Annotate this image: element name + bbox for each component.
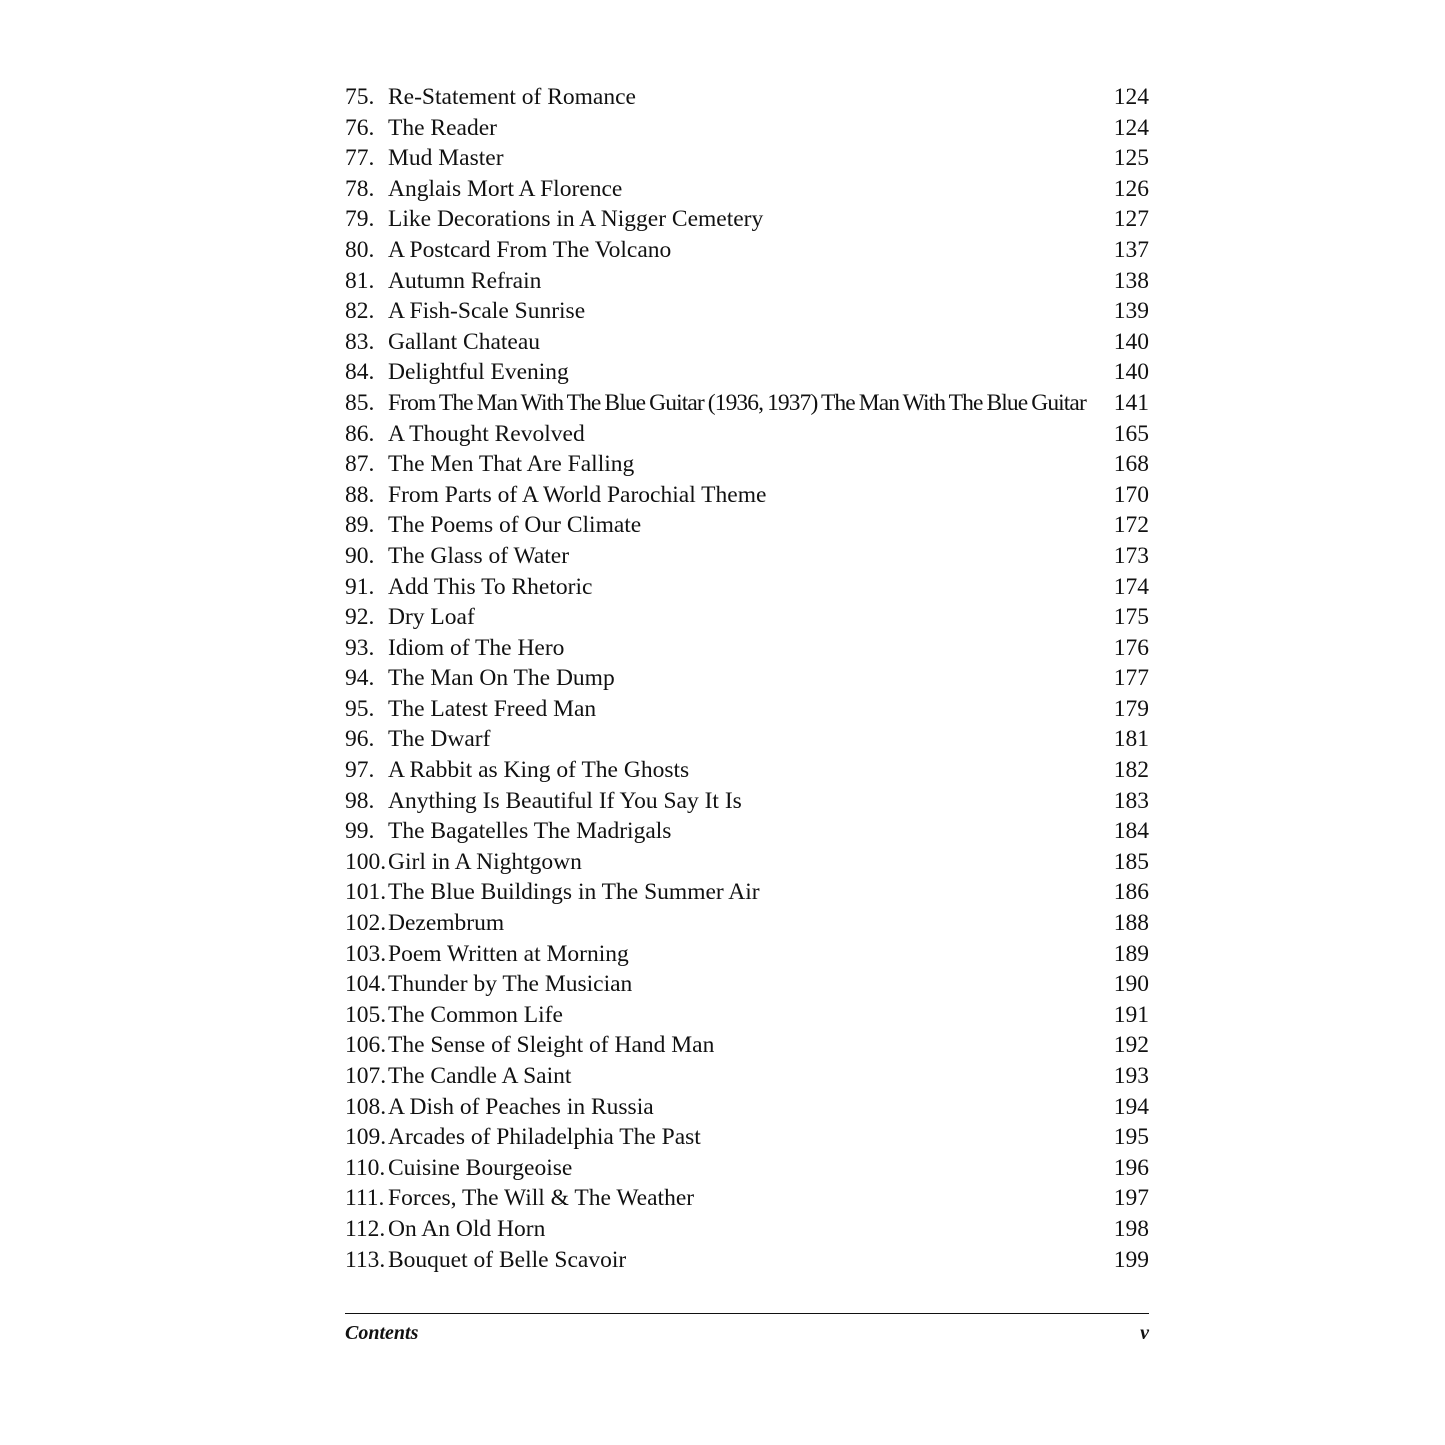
toc-entry-page: 173	[1113, 542, 1149, 569]
toc-entry-page: 140	[1113, 359, 1149, 386]
toc-entry	[345, 266, 1149, 297]
toc-entry	[345, 877, 1149, 908]
toc-entry-number: 111.	[345, 1185, 385, 1212]
toc-entry-title: Dezembrum	[388, 910, 505, 937]
toc-entry	[345, 1153, 1149, 1184]
footer-page-number: v	[1140, 1322, 1149, 1344]
toc-entry-number: 103.	[345, 940, 387, 967]
toc-entry-page: 165	[1113, 420, 1149, 447]
toc-entry-title: Anything Is Beautiful If You Say It Is	[388, 787, 742, 814]
toc-entry-page: 139	[1113, 298, 1149, 325]
toc-entry-page: 175	[1113, 604, 1149, 631]
toc-entry-title: Like Decorations in A Nigger Cemetery	[388, 206, 764, 233]
toc-entry	[345, 939, 1149, 970]
toc-entry	[345, 1214, 1149, 1245]
toc-entry-page: 170	[1113, 481, 1149, 508]
toc-entry-number: 100.	[345, 848, 387, 875]
toc-entry	[345, 755, 1149, 786]
toc-entry	[345, 296, 1149, 327]
toc-entry	[345, 1030, 1149, 1061]
toc-entry-number: 88.	[345, 481, 375, 508]
toc-entry-number: 86.	[345, 420, 375, 447]
toc-entry-page: 185	[1113, 848, 1149, 875]
toc-entry-page: 183	[1113, 787, 1149, 814]
toc-entry-number: 92.	[345, 604, 375, 631]
toc-entry-title: Gallant Chateau	[388, 328, 541, 355]
toc-entry-title: A Thought Revolved	[388, 420, 585, 447]
toc-entry-number: 75.	[345, 84, 375, 110]
toc-entry-page: 182	[1113, 757, 1149, 784]
toc-entry-number: 96.	[345, 726, 375, 753]
toc-entry-number: 106.	[345, 1032, 387, 1059]
toc-entry-number: 85.	[345, 389, 375, 416]
toc-entry-title: Dry Loaf	[388, 604, 475, 631]
toc-entry	[345, 388, 1149, 419]
toc-entry-number: 79.	[345, 206, 375, 233]
toc-entry-title: Forces, The Will & The Weather	[388, 1185, 695, 1212]
toc-entry	[345, 816, 1149, 847]
toc-entry-title: Re-Statement of Romance	[388, 84, 636, 110]
toc-entry-title: Mud Master	[388, 145, 504, 172]
toc-entry	[345, 449, 1149, 480]
toc-entry-page: 125	[1113, 145, 1149, 172]
toc-entry-title: The Bagatelles The Madrigals	[388, 818, 672, 845]
toc-entry-page: 196	[1113, 1154, 1149, 1181]
toc-entry-page: 193	[1113, 1063, 1149, 1089]
toc-entry-number: 105.	[345, 1001, 387, 1028]
toc-entry-title: Thunder by The Musician	[388, 971, 633, 998]
toc-entry-number: 112.	[345, 1215, 386, 1242]
toc-entry-title: A Fish-Scale Sunrise	[388, 298, 586, 325]
toc-entry-title: The Dwarf	[388, 726, 491, 753]
toc-entry	[345, 204, 1149, 235]
toc-entry-number: 78.	[345, 175, 375, 202]
toc-entry-number: 110.	[345, 1154, 386, 1181]
toc-entry-title: From Parts of A World Parochial Theme	[388, 481, 767, 508]
toc-entry-title: Poem Written at Morning	[388, 940, 629, 967]
page-footer	[345, 1322, 1149, 1345]
toc-entry-title: The Man On The Dump	[388, 665, 615, 692]
toc-entry-number: 98.	[345, 787, 375, 814]
toc-entry-page: 186	[1113, 879, 1149, 906]
toc-entry	[345, 357, 1149, 388]
toc-entry	[345, 847, 1149, 878]
toc-entry-title: Autumn Refrain	[388, 267, 542, 294]
toc-entry-number: 99.	[345, 818, 375, 845]
toc-entry	[345, 1122, 1149, 1153]
toc-entry	[345, 1183, 1149, 1214]
toc-entry-page: 177	[1113, 665, 1149, 692]
toc-entry-title: Bouquet of Belle Scavoir	[388, 1246, 627, 1273]
toc-entry-title: The Latest Freed Man	[388, 695, 597, 722]
toc-entry-page: 198	[1113, 1215, 1149, 1242]
toc-entry	[345, 419, 1149, 450]
toc-entry-page: 188	[1113, 910, 1149, 937]
toc-entry	[345, 1245, 1149, 1276]
toc-entry-title: The Common Life	[388, 1001, 563, 1028]
toc-entry-number: 90.	[345, 542, 375, 569]
toc-entry-number: 81.	[345, 267, 375, 294]
toc-entry-page: 194	[1113, 1093, 1149, 1120]
toc-entry	[345, 572, 1149, 603]
toc-entry	[345, 1092, 1149, 1123]
toc-entry-title: From The Man With The Blue Guitar (1936, 1937) The Man With The Blue Guitar	[388, 389, 1086, 416]
toc-entry-title: Add This To Rhetoric	[388, 573, 593, 600]
toc-entry-page: 179	[1113, 695, 1149, 722]
toc-entry-number: 101.	[345, 879, 387, 906]
toc-entry	[345, 113, 1149, 144]
toc-entry-page: 190	[1113, 971, 1149, 998]
toc-entry-number: 82.	[345, 298, 375, 325]
toc-entry-number: 84.	[345, 359, 375, 386]
toc-entry-page: 181	[1113, 726, 1149, 753]
toc-entry-title: Anglais Mort A Florence	[388, 175, 623, 202]
toc-entry	[345, 908, 1149, 939]
toc-entry-page: 126	[1113, 175, 1149, 202]
toc-entry-title: Idiom of The Hero	[388, 634, 565, 661]
toc-entry-page: 192	[1113, 1032, 1149, 1059]
toc-entry-page: 184	[1113, 818, 1149, 845]
toc-entry	[345, 694, 1149, 725]
toc-entry-number: 104.	[345, 971, 387, 998]
toc-entry	[345, 174, 1149, 205]
toc-entry-page: 124	[1113, 84, 1149, 110]
toc-entry-page: 138	[1113, 267, 1149, 294]
toc-entry	[345, 602, 1149, 633]
toc-entry-number: 83.	[345, 328, 375, 355]
toc-entry-number: 102.	[345, 910, 387, 937]
toc-entry-page: 176	[1113, 634, 1149, 661]
toc-entry-page: 189	[1113, 940, 1149, 967]
toc-entry-page: 174	[1113, 573, 1149, 600]
toc-entry-title: The Men That Are Falling	[388, 451, 635, 478]
toc-entry-number: 95.	[345, 695, 375, 722]
toc-entry-page: 137	[1113, 236, 1149, 263]
toc-entry-page: 127	[1113, 206, 1149, 233]
toc-entry-page: 191	[1113, 1001, 1149, 1028]
toc-entry	[345, 327, 1149, 358]
toc-entry	[345, 786, 1149, 817]
toc-entry-number: 87.	[345, 451, 375, 478]
toc-entry-title: Girl in A Nightgown	[388, 848, 582, 875]
toc-entry-number: 91.	[345, 573, 375, 600]
toc-entry-title: Delightful Evening	[388, 359, 569, 386]
toc-entry-number: 108.	[345, 1093, 387, 1120]
toc-entry-title: Arcades of Philadelphia The Past	[388, 1124, 701, 1151]
toc-entry-title: The Blue Buildings in The Summer Air	[388, 879, 760, 906]
toc-entry-number: 113.	[345, 1246, 386, 1273]
toc-entry-number: 94.	[345, 665, 375, 692]
toc-entry	[345, 480, 1149, 511]
toc-entry-title: Cuisine Bourgeoise	[388, 1154, 573, 1181]
toc-entry-title: A Postcard From The Volcano	[388, 236, 672, 263]
toc-entry-page: 168	[1113, 451, 1149, 478]
toc-entry	[345, 510, 1149, 541]
toc-entry-page: 141	[1113, 389, 1149, 416]
toc-entry-number: 76.	[345, 114, 375, 141]
toc-entry-title: The Sense of Sleight of Hand Man	[388, 1032, 715, 1059]
toc-entry-title: The Candle A Saint	[388, 1063, 572, 1089]
toc-entry	[345, 633, 1149, 664]
toc-entry-number: 80.	[345, 236, 375, 263]
toc-entry-page: 199	[1113, 1246, 1149, 1273]
toc-entry-page: 124	[1113, 114, 1149, 141]
toc-entry-number: 89.	[345, 512, 375, 539]
toc-entry-number: 77.	[345, 145, 375, 172]
toc-entry-page: 197	[1113, 1185, 1149, 1212]
toc-entry-title: The Reader	[388, 114, 497, 141]
table-of-contents	[345, 82, 1149, 1275]
toc-entry	[345, 541, 1149, 572]
toc-entry-title: The Glass of Water	[388, 542, 570, 569]
toc-entry-title: A Dish of Peaches in Russia	[388, 1093, 654, 1120]
toc-entry	[345, 1061, 1149, 1092]
toc-entry	[345, 969, 1149, 1000]
toc-entry	[345, 1000, 1149, 1031]
toc-entry	[345, 663, 1149, 694]
toc-entry	[345, 724, 1149, 755]
toc-entry-title: The Poems of Our Climate	[388, 512, 642, 539]
toc-entry-number: 97.	[345, 757, 375, 784]
toc-entry-number: 93.	[345, 634, 375, 661]
toc-entry-page: 140	[1113, 328, 1149, 355]
toc-entry-title: A Rabbit as King of The Ghosts	[388, 757, 690, 784]
toc-entry	[345, 143, 1149, 174]
toc-entry-number: 109.	[345, 1124, 387, 1151]
toc-entry	[345, 235, 1149, 266]
toc-entry-page: 195	[1113, 1124, 1149, 1151]
toc-entry	[345, 82, 1149, 113]
toc-entry-title: On An Old Horn	[388, 1215, 546, 1242]
footer-section-title: Contents	[345, 1322, 419, 1344]
toc-entry-page: 172	[1113, 512, 1149, 539]
footer-rule	[345, 1313, 1149, 1314]
toc-entry-number: 107.	[345, 1063, 387, 1089]
